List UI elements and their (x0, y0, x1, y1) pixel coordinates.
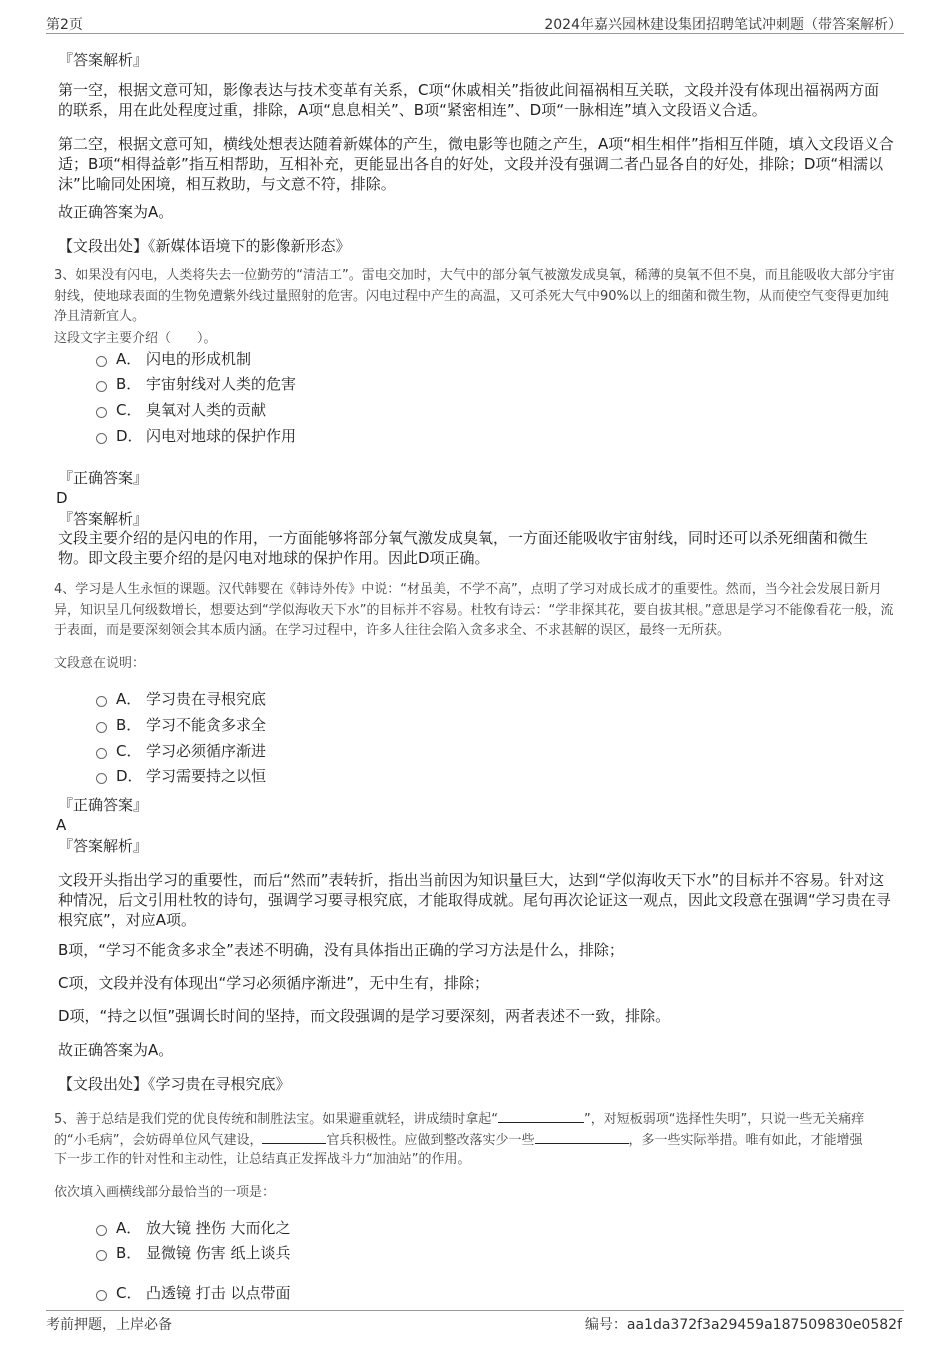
q2-analysis-para2: 第二空，根据文意可知，横线处想表达随着新媒体的产生，微电影等也随之产生，A项“相生相伴”指相互伴随，填入文段语义合适；B项“相得益彰”指互相帮助，互相补充，更能显出各自的好处，文段并没有强调二者凸显各自的好处，排除；D项“相濡以沫”比喻同处困境，相互救助，与文意不符，排除。 (58, 135, 894, 193)
q4-analysis-b: B项，“学习不能贪多求全”表述不明确，没有具体指出正确的学习方法是什么，排除； (58, 941, 624, 959)
radio-icon[interactable] (96, 1290, 107, 1301)
radio-icon[interactable] (96, 381, 107, 392)
fill-blank-1[interactable] (498, 1108, 584, 1123)
q4-answer: A (56, 816, 67, 834)
q5-stem-line1: 5、善于总结是我们党的优良传统和制胜法宝。如果避重就轻，讲成绩时拿起“ ”，对短板弱项“选择性失明”，只说一些无关痛痒 (54, 1108, 864, 1130)
radio-icon[interactable] (96, 1250, 107, 1261)
q4-analysis-label: 『答案解析』 (58, 837, 149, 855)
q2-source: 【文段出处】《新媒体语境下的影像新形态》 (58, 237, 351, 255)
q2-analysis-para1: 第一空，根据文意可知，影像表达与技术变革有关系，C项“休戚相关”指彼此间福祸相互关联，文段并没有体现出福祸两方面的联系，用在此处程度过重，排除，A项“息息相关”、B项“紧密相连”、D项“一脉相连”填入文段语义合适。 (58, 81, 880, 119)
q3-prompt: 这段文字主要介绍（ ）。 (54, 331, 217, 346)
q4-option-d[interactable]: D． 学习需要持之以恒 (96, 765, 266, 787)
fill-blank-2[interactable] (262, 1129, 326, 1144)
q4-prompt: 文段意在说明： (54, 656, 146, 671)
radio-icon[interactable] (96, 407, 107, 418)
radio-icon[interactable] (96, 722, 107, 733)
q4-analysis-main: 文段开头指出学习的重要性，而后“然而”表转折，指出当前因为知识量巨大，达到“学似海收天下水”的目标并不容易。针对这种情况，后文引用杜牧的诗句，强调学习要寻根究底，才能取得成就。尾句再次论证这一观点，因此文段意在强调“学习贵在寻根究底”，对应A项。 (58, 871, 891, 929)
q3-answer-label: 『正确答案』 (58, 469, 149, 487)
q5-prompt: 依次填入画横线部分最恰当的一项是： (54, 1185, 276, 1200)
q5-option-a[interactable]: A． 放大镜 挫伤 大而化之 (96, 1217, 291, 1239)
radio-icon[interactable] (96, 773, 107, 784)
q5-option-c[interactable]: C． 凸透镜 打击 以点带面 (96, 1282, 291, 1304)
q5-stem-line2: 的“小毛病”，会妨碍单位风气建设， 官兵积极性。应做到整改落实少一些 ，多一些实际举措。唯有如此，才能增强 (54, 1129, 863, 1151)
header-rule (46, 33, 904, 34)
q4-stem: 4、学习是人生永恒的课题。汉代韩婴在《韩诗外传》中说：“材虽美，不学不高”，点明了学习对成长成才的重要性。然而，当今社会发展日新月异，知识呈几何级数增长，想要达到“学似海收天下水”的目标并不容易。杜牧有诗云：“学非探其花，要自拔其根。”意思是学习不能像看花一般，流于表面，而是要深刻领会其本质内涵。在学习过程中，许多人往往会陷入贪多求全、不求甚解的误区，最终一无所获。 (54, 582, 894, 638)
document-title: 2024年嘉兴园林建设集团招聘笔试冲刺题（带答案解析） (544, 17, 902, 33)
q5-stem-line3: 下一步工作的针对性和主动性，让总结真正发挥战斗力“加油站”的作用。 (54, 1152, 471, 1167)
footer-slogan: 考前押题，上岸必备 (46, 1317, 172, 1333)
q4-option-b[interactable]: B． 学习不能贪多求全 (96, 714, 266, 736)
radio-icon[interactable] (96, 1225, 107, 1236)
q3-option-a[interactable]: A． 闪电的形成机制 (96, 348, 251, 370)
radio-icon[interactable] (96, 696, 107, 707)
document-id: 编号：aa1da372f3a29459a187509830e0582f (584, 1317, 902, 1333)
q4-option-c[interactable]: C． 学习必须循序渐进 (96, 740, 266, 762)
radio-icon[interactable] (96, 748, 107, 759)
q4-answer-label: 『正确答案』 (58, 796, 149, 814)
page-number: 第2页 (46, 17, 83, 33)
q4-source: 【文段出处】《学习贵在寻根究底》 (58, 1075, 291, 1093)
fill-blank-3[interactable] (535, 1129, 629, 1144)
q3-answer: D (56, 489, 68, 507)
radio-icon[interactable] (96, 356, 107, 367)
q3-analysis: 文段主要介绍的是闪电的作用，一方面能够将部分氧气激发成臭氧，一方面还能吸收宇宙射线，同时还可以杀死细菌和微生物。即文段主要介绍的是闪电对地球的保护作用。因此D项正确。 (58, 529, 869, 567)
q4-conclusion: 故正确答案为A。 (58, 1041, 174, 1059)
q3-option-d[interactable]: D． 闪电对地球的保护作用 (96, 425, 296, 447)
q3-option-c[interactable]: C． 臭氧对人类的贡献 (96, 399, 266, 421)
q4-option-a[interactable]: A． 学习贵在寻根究底 (96, 688, 266, 710)
q4-analysis-d: D项，“持之以恒”强调长时间的坚持，而文段强调的是学习要深刻，两者表述不一致，排除。 (58, 1007, 671, 1025)
footer-rule (46, 1310, 904, 1311)
q3-analysis-label: 『答案解析』 (58, 510, 149, 528)
q5-option-b[interactable]: B． 显微镜 伤害 纸上谈兵 (96, 1242, 291, 1264)
radio-icon[interactable] (96, 433, 107, 444)
q4-analysis-c: C项，文段并没有体现出“学习必须循序渐进”，无中生有，排除； (58, 974, 490, 992)
q3-option-b[interactable]: B． 宇宙射线对人类的危害 (96, 373, 296, 395)
q2-analysis-label: 『答案解析』 (58, 51, 149, 69)
q3-stem: 3、如果没有闪电，人类将失去一位勤劳的“清洁工”。雷电交加时，大气中的部分氧气被激发成臭氧，稀薄的臭氧不但不臭，而且能吸收大部分宇宙射线，使地球表面的生物免遭紫外线过量照射的危害。闪电过程中产生的高温，又可杀死大气中90%以上的细菌和微生物，从而使空气变得更加纯净且清新宜人。 (54, 268, 895, 324)
q2-conclusion: 故正确答案为A。 (58, 203, 174, 221)
